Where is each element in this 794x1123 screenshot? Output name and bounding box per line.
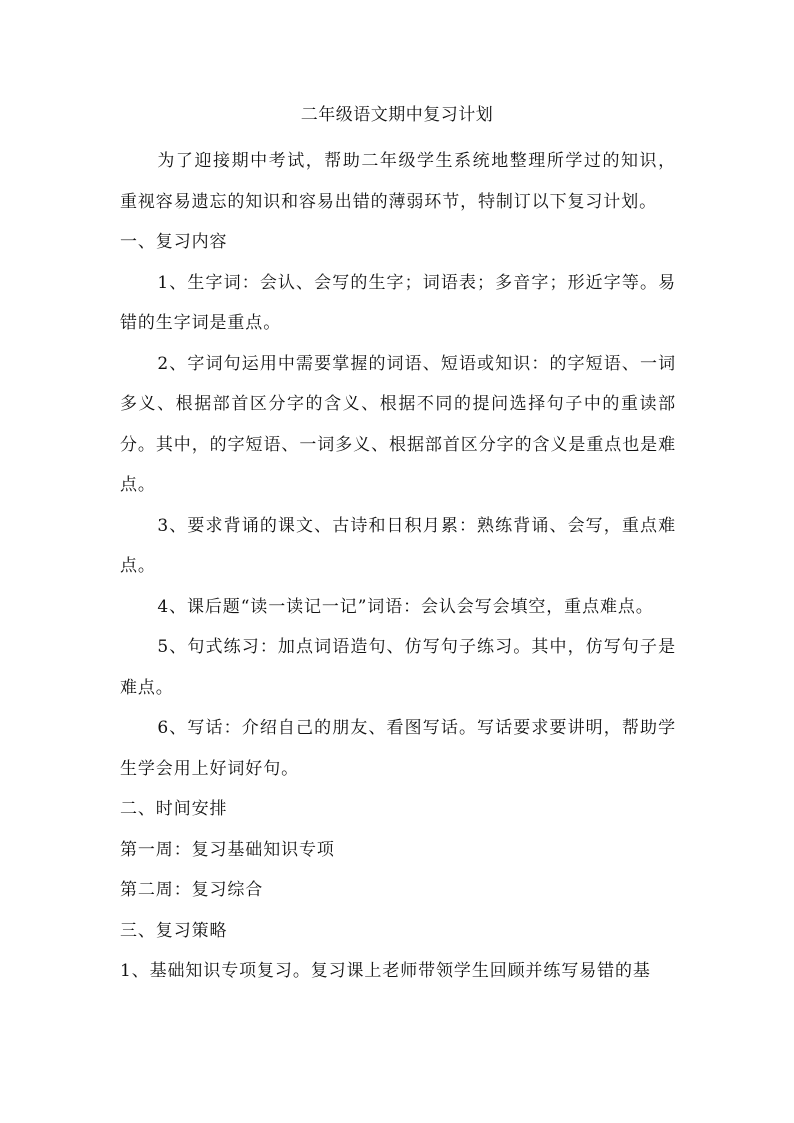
document-body bbox=[120, 141, 676, 992]
review-item: 2、字词句运用中需要掌握的词语、短语或知识：的字短语、一词多义、根据部首区分字的含义、根据不同的提问选择句子中的重读部分。其中，的字短语、一词多义、根据部首区分字的含义是重点也是难点。 bbox=[120, 353, 676, 495]
review-item: 4、课后题“读一读记一记”词语：会认会写会填空，重点难点。 bbox=[157, 596, 654, 617]
strategy-item: 1、基础知识专项复习。复习课上老师带领学生回顾并练写易错的基 bbox=[120, 961, 651, 981]
section-heading-schedule: 二、时间安排 bbox=[120, 799, 228, 819]
review-item: 6、写话：介绍自己的朋友、看图写话。写话要求要讲明，帮助学生学会用上好词好句。 bbox=[120, 718, 676, 779]
schedule-item: 第二周：复习综合 bbox=[120, 880, 264, 900]
section-heading-strategy: 三、复习策略 bbox=[120, 920, 228, 941]
review-item: 3、要求背诵的课文、古诗和日积月累：熟练背诵、会写，重点难点。 bbox=[120, 515, 676, 576]
schedule-item: 第一周：复习基础知识专项 bbox=[120, 839, 335, 860]
review-item: 5、句式练习：加点词语造句、仿写句子练习。其中，仿写句子是难点。 bbox=[120, 637, 676, 698]
review-item: 1、生字词：会认、会写的生字；词语表；多音字；形近字等。易错的生字词是重点。 bbox=[120, 272, 676, 333]
section-heading-review-content: 一、复习内容 bbox=[120, 232, 228, 252]
intro-paragraph: 为了迎接期中考试，帮助二年级学生系统地整理所学过的知识，重视容易遗忘的知识和容易出错的薄弱环节，特制订以下复习计划。 bbox=[120, 151, 676, 212]
document-title: 二年级语文期中复习计划 bbox=[300, 105, 494, 125]
